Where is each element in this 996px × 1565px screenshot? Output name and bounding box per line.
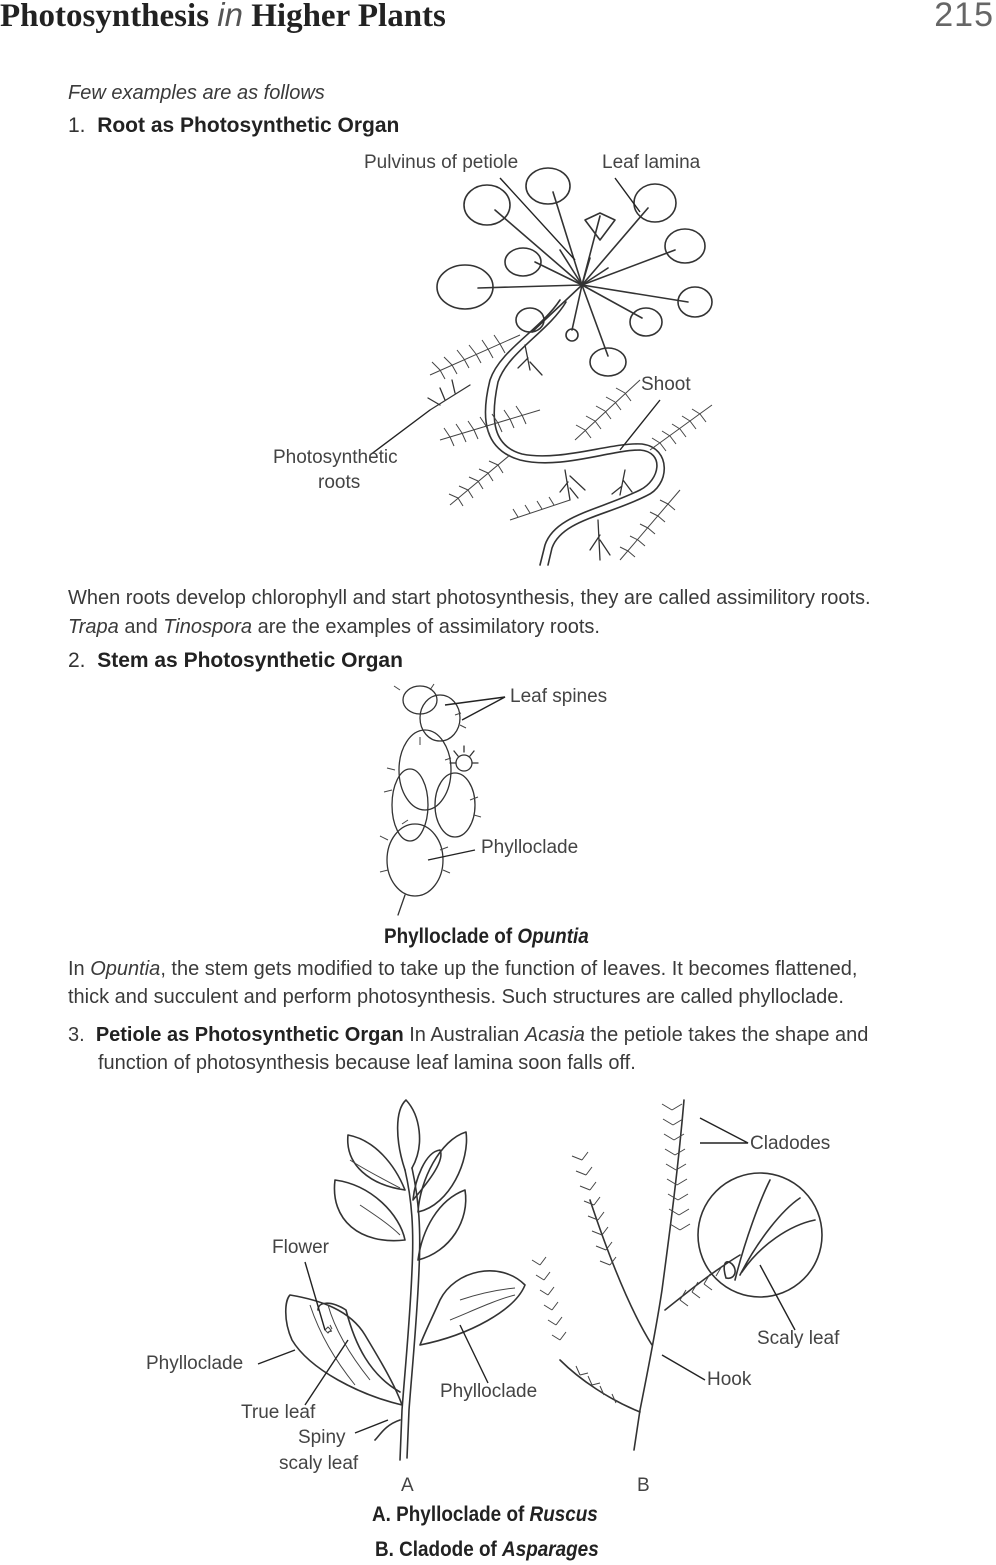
- section3-heading: Petiole as Photosynthetic Organ: [95, 1024, 404, 1046]
- label-scaly-leaf-b: Scaly leaf: [757, 1328, 840, 1349]
- section2-para-line2: thick and succulent and perform photosynthesis. Such structures are called phylloclade.: [68, 986, 844, 1008]
- section1-heading: 1. Root as Photosynthetic Organ: [68, 114, 400, 137]
- label-scaly-leaf-a: scaly leaf: [279, 1453, 359, 1474]
- section2-heading: 2. Stem as Photosynthetic Organ: [68, 649, 403, 672]
- label-figure-b: B: [637, 1475, 650, 1496]
- opuntia-figure: [380, 684, 505, 915]
- label-phylloclade-mid: Phylloclade: [440, 1381, 538, 1402]
- opuntia-caption: Phylloclade of Opuntia: [384, 925, 589, 948]
- label-roots: roots: [318, 472, 361, 493]
- section1-para-line1: When roots develop chlorophyll and start photosynthesis, they are called assimilitory roots.: [68, 587, 871, 609]
- page-title: Photosynthesis in Higher Plants: [0, 0, 446, 35]
- section1-para-line2: Trapa and Tinospora are the examples of assimilatory roots.: [68, 616, 600, 638]
- intro-text: Few examples are as follows: [68, 82, 325, 104]
- label-photosynthetic: Photosynthetic: [273, 447, 398, 468]
- label-phylloclade-left: Phylloclade: [146, 1353, 244, 1374]
- section2-para-line1: In Opuntia, the stem gets modified to take up the function of leaves. It becomes flattened,: [68, 958, 858, 980]
- label-true-leaf: True leaf: [241, 1402, 316, 1423]
- label-leaf-lamina: Leaf lamina: [602, 152, 701, 173]
- label-hook: Hook: [707, 1369, 752, 1390]
- section3-line1: 3. Petiole as Photosynthetic Organ In Australian Acasia the petiole takes the shape and: [68, 1024, 869, 1046]
- label-flower: Flower: [272, 1237, 330, 1258]
- label-shoot: Shoot: [641, 374, 691, 395]
- page-number: 215: [934, 0, 994, 34]
- label-spiny: Spiny: [298, 1427, 346, 1448]
- label-figure-a: A: [401, 1475, 414, 1496]
- title-italic-in: in: [217, 0, 243, 33]
- section3-line2: function of photosynthesis because leaf lamina soon falls off.: [98, 1052, 636, 1074]
- label-leaf-spines: Leaf spines: [510, 686, 608, 707]
- ruscus-caption: A. Phylloclade of Ruscus: [372, 1503, 598, 1526]
- label-phylloclade-opuntia: Phylloclade: [481, 837, 579, 858]
- label-cladodes: Cladodes: [750, 1133, 831, 1154]
- root-figure: [370, 168, 712, 565]
- asparagus-caption: B. Cladode of Asparages: [375, 1538, 599, 1561]
- label-pulvinus: Pulvinus of petiole: [364, 152, 519, 173]
